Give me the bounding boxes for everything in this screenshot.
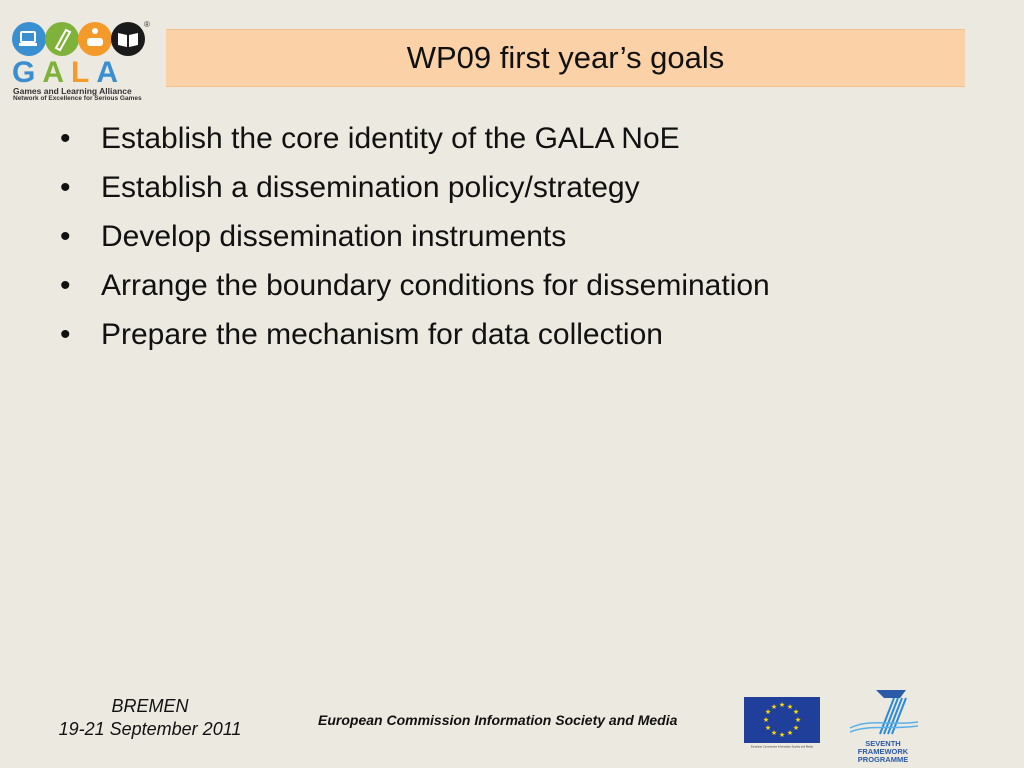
eu-flag-icon — [744, 697, 820, 749]
slide-title: WP09 first year’s goals — [166, 29, 965, 87]
gala-tagline: Games and Learning Alliance — [13, 86, 132, 96]
gala-logo — [10, 18, 150, 104]
svg-text:★: ★ — [786, 729, 794, 737]
gala-subtagline: Network of Excellence for Serious Games — [13, 95, 142, 102]
bullet-icon: • — [60, 269, 71, 302]
bullet-text: Prepare the mechanism for data collection — [101, 318, 663, 351]
bullet-list — [60, 114, 770, 359]
bullet-item — [60, 163, 770, 212]
svg-text:★: ★ — [764, 724, 772, 732]
svg-text:★: ★ — [764, 708, 772, 716]
footer-commission: European Commission Information Society and Media — [318, 712, 678, 728]
bullet-icon: • — [60, 171, 71, 204]
bullet-text: Develop dissemination instruments — [101, 220, 567, 253]
footer-city: BREMEN — [111, 696, 189, 716]
svg-text:★: ★ — [792, 724, 800, 732]
eu-caption — [744, 744, 820, 748]
bullet-text: Establish a dissemination policy/strategy — [101, 171, 640, 204]
bullet-item — [60, 114, 770, 163]
svg-text:★: ★ — [792, 708, 800, 716]
footer-event — [50, 695, 250, 741]
svg-text:European Commission Informatio: European Commission Information Society and Media — [751, 745, 813, 748]
bullet-item — [60, 310, 770, 359]
svg-text:★: ★ — [786, 703, 794, 711]
fp7-line1: SEVENTH FRAMEWORK — [857, 739, 909, 756]
gala-wordmark: GALA — [12, 56, 126, 89]
bullet-text: Establish the core identity of the GALA NoE — [101, 122, 680, 155]
footer-dates: 19-21 September 2011 — [58, 719, 242, 739]
svg-text:★: ★ — [778, 731, 786, 739]
fp7-line2: PROGRAMME — [857, 755, 909, 764]
svg-text:★: ★ — [794, 716, 802, 724]
svg-text:®: ® — [144, 20, 150, 29]
bullet-text: Arrange the boundary conditions for dissemination — [101, 269, 770, 302]
svg-text:★: ★ — [770, 703, 778, 711]
bullet-item — [60, 261, 770, 310]
svg-text:★: ★ — [770, 729, 778, 737]
bullet-icon: • — [60, 318, 71, 351]
bullet-icon: • — [60, 220, 71, 253]
fp7-caption — [840, 740, 926, 764]
bullet-item — [60, 212, 770, 261]
gala-logo-icons — [10, 18, 150, 60]
bullet-icon: • — [60, 122, 71, 155]
svg-text:★: ★ — [778, 701, 786, 709]
svg-text:★: ★ — [762, 716, 770, 724]
